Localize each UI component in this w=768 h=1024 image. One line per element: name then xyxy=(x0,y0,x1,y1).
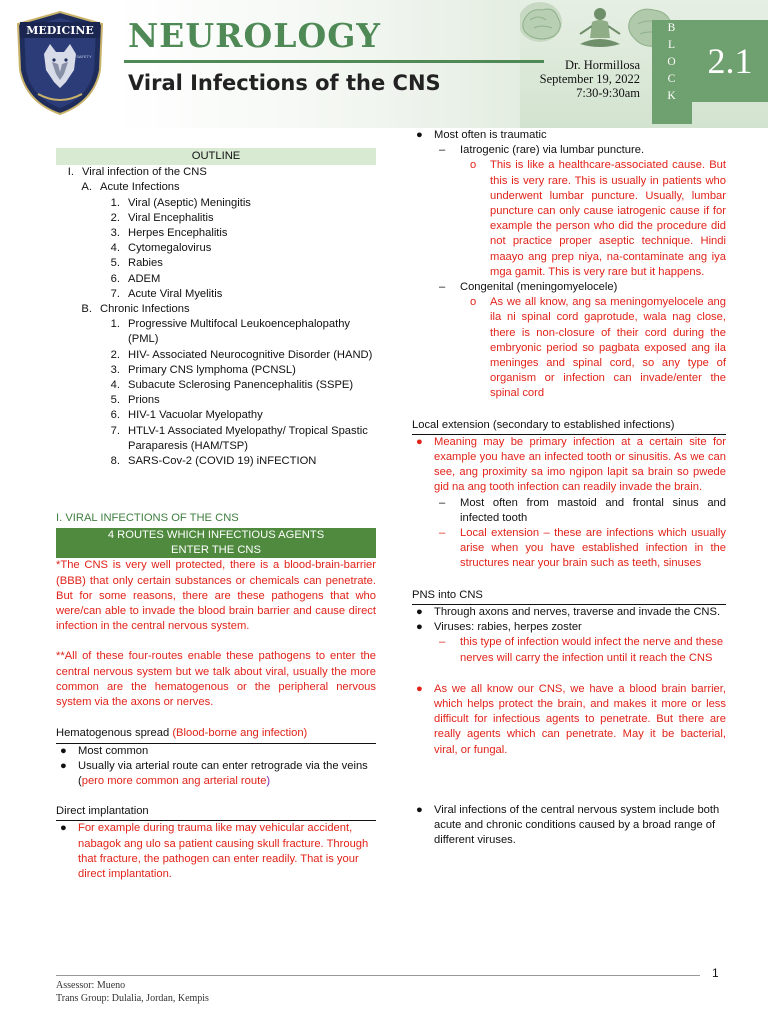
dash-text: Most often from mastoid and frontal sinus and infected tooth xyxy=(460,496,726,524)
outline-number: 5. xyxy=(110,394,120,407)
bullet-item xyxy=(412,435,726,496)
block-label xyxy=(652,20,692,124)
outline-item xyxy=(56,165,376,180)
outline-text: Viral Encephalitis xyxy=(128,211,214,224)
bullet-text: Meaning may be primary infection at a certain site for example you have an infected tooth or sinusitis. As we can see, ang proximity sa imo ngipon lapit sa brain so pwede gid na ang tooth infection can readily invade the brain. xyxy=(434,435,726,494)
outline-item xyxy=(56,226,376,241)
bullet-text: Most often is traumatic xyxy=(434,129,547,141)
dash-text: Congenital (meningomyelocele) xyxy=(460,281,618,294)
trans-group: Trans Group: Dulalia, Jordan, Kempis xyxy=(56,993,209,1004)
outline-text: Progressive Multifocal Leukoencephalopathy (PML) xyxy=(128,318,351,346)
outline-item xyxy=(56,378,376,393)
bullet-item xyxy=(56,821,376,882)
dash-icon: – xyxy=(439,636,446,649)
bullet-icon: ● xyxy=(416,621,423,634)
bullet-paren: ) xyxy=(266,774,271,787)
block-letter: O xyxy=(667,56,677,68)
outline-text: Primary CNS lymphoma (PCNSL) xyxy=(128,363,296,376)
circle-bullet-icon: o xyxy=(470,159,477,172)
outline-item xyxy=(56,424,376,454)
outline-item xyxy=(56,408,376,423)
bullet-item xyxy=(56,744,376,759)
circle-item xyxy=(412,295,726,401)
outline-item xyxy=(56,256,376,271)
dash-item xyxy=(412,496,726,526)
bullet-icon: ● xyxy=(416,803,423,816)
outline-number: 3. xyxy=(110,227,120,240)
bullet-icon: ● xyxy=(60,744,67,757)
outline-list xyxy=(56,165,376,469)
outline-number: 6. xyxy=(110,272,120,285)
outline-text: ADEM xyxy=(128,272,161,285)
outline-text: Viral (Aseptic) Meningitis xyxy=(128,196,251,209)
outline-text: Acute Infections xyxy=(100,181,180,194)
dash-text: Iatrogenic (rare) via lumbar puncture. xyxy=(460,144,645,157)
bullet-icon: ● xyxy=(60,759,67,772)
outline-number: 6. xyxy=(110,409,120,422)
outline-text: Cytomegalovirus xyxy=(128,242,212,255)
routes-heading-line2: ENTER THE CNS xyxy=(171,544,261,557)
bullet-text: For example during trauma like may vehicular accident, nabagok ang ulo sa patient causing skull fracture. Through that fracture, the pathogen can enter readily. That is your direct implantation. xyxy=(78,822,369,880)
page-header xyxy=(0,0,768,128)
hematogenous-note: (Blood-borne ang infection) xyxy=(172,727,308,740)
outline-item xyxy=(56,317,376,347)
outline-text: HIV-1 Vacuolar Myelopathy xyxy=(128,409,263,422)
outline-item xyxy=(56,272,376,287)
lecture-info xyxy=(540,58,640,100)
circle-bullet-icon: o xyxy=(470,296,477,309)
bullet-text: Usually via arterial route can enter retrograde via the veins ( xyxy=(78,759,368,787)
outline-text: HIV- Associated Neurocognitive Disorder (HAND) xyxy=(128,348,373,361)
dash-text: this type of infection would infect the nerve and these nerves will carry the infection until it reach the CNS xyxy=(460,636,724,664)
outline-number: 2. xyxy=(110,348,120,361)
outline-item xyxy=(56,180,376,195)
right-column xyxy=(412,128,726,848)
page-subtitle: Viral Infections of the CNS xyxy=(128,71,441,95)
circle-text: This is like a healthcare-associated cause. But this is very rare. This is usually in patients who underwent lumbar puncture. Usually, lumbar puncture can only cause iatrogenic cause if for example the person who did the procedure did not practice proper aseptic technique. Hindi maayo ang prep niya, na-contaminate ang iya mga gamit. This is very rare but it happens. xyxy=(490,159,726,278)
outline-text: Chronic Infections xyxy=(100,303,190,316)
outline-text: Acute Viral Myelitis xyxy=(128,287,223,300)
page-title: NEUROLOGY xyxy=(128,16,381,55)
outline-text: HTLV-1 Associated Myelopathy/ Tropical Spastic Paraparesis (HAM/TSP) xyxy=(128,424,368,452)
bullet-icon: ● xyxy=(416,605,423,618)
meditation-figure-icon xyxy=(580,8,620,47)
bullet-text: Through axons and nerves, traverse and invade the CNS. xyxy=(434,605,721,618)
bbb-paragraph: *The CNS is very well protected, there is a blood-brain-barrier (BBB) that only certain substances or chemicals can penetrate. But for some reasons, there are these pathogens that who were/can able to invade the blood brain barrier and cause direct infection in the central nervous system. xyxy=(56,559,376,633)
outline-number: 7. xyxy=(110,287,120,300)
outline-item xyxy=(56,287,376,302)
left-column xyxy=(56,148,376,882)
routes-paragraph: **All of these four-routes enable these pathogens to enter the central nervous system but we talk about viral, usually the more common are the hematogenous or the peripheral nervous system via the axons or nerves. xyxy=(56,650,376,709)
outline-number: B. xyxy=(81,303,92,316)
routes-heading-line1: 4 ROUTES WHICH INFECTIOUS AGENTS xyxy=(107,529,325,542)
block-letter: L xyxy=(667,39,677,51)
dash-item xyxy=(412,635,726,665)
outline-number: 3. xyxy=(110,363,120,376)
bullet-item xyxy=(412,682,726,758)
outline-item xyxy=(56,211,376,226)
circle-text: As we all know, ang sa meningomyelocele ang ila ni spinal cord gaprotude, wala nag close, there is non-closure of their cord during the embryonic period so pagbata exposed ang ila meninges and spinal cord, so any type of organism or infection can invade/enter the spinal cord xyxy=(490,296,726,400)
outline-text: SARS-Cov-2 (COVID 19) iNFECTION xyxy=(128,455,317,468)
outline-text: Subacute Sclerosing Panencephalitis (SSPE) xyxy=(128,379,354,392)
section-heading: I. VIRAL INFECTIONS OF THE CNS xyxy=(56,512,239,525)
bullet-item xyxy=(412,605,726,620)
outline-item xyxy=(56,302,376,317)
outline-text: Herpes Encephalitis xyxy=(128,227,228,240)
dash-item xyxy=(412,143,726,158)
outline-item xyxy=(56,196,376,211)
hematogenous-title: Hematogenous spread xyxy=(56,727,173,740)
circle-item xyxy=(412,158,726,280)
outline-number: 1. xyxy=(110,318,120,331)
outline-number: 1. xyxy=(110,196,120,209)
outline-item xyxy=(56,363,376,378)
assessor: Assessor: Mueno xyxy=(56,980,126,991)
logo-small-text: SAFETY xyxy=(76,54,92,59)
outline-item xyxy=(56,393,376,408)
dash-icon: – xyxy=(439,496,446,509)
footer-divider xyxy=(56,975,700,976)
dash-icon: – xyxy=(439,281,446,294)
bullet-text: Viruses: rabies, herpes zoster xyxy=(434,621,582,634)
page-footer xyxy=(56,979,209,1005)
outline-text: Prions xyxy=(128,394,160,407)
block-number: 2.1 xyxy=(692,20,768,102)
outline-number: 4. xyxy=(110,379,120,392)
hematogenous-heading xyxy=(56,726,376,743)
bullet-icon: ● xyxy=(416,682,423,695)
direct-implantation-heading: Direct implantation xyxy=(56,804,376,821)
outline-text: Viral infection of the CNS xyxy=(82,166,207,179)
outline-text: Rabies xyxy=(128,257,163,270)
dash-icon: – xyxy=(439,527,446,540)
outline-number: I. xyxy=(67,166,74,179)
bullet-item xyxy=(412,128,726,143)
bullet-text: Viral infections of the central nervous system include both acute and chronic conditions caused by a broad range of different viruses. xyxy=(434,803,720,847)
bullet-item xyxy=(56,759,376,789)
outline-number: 7. xyxy=(110,424,120,437)
outline-item xyxy=(56,241,376,256)
outline-number: 5. xyxy=(110,257,120,270)
outline-item xyxy=(56,454,376,469)
block-letter: K xyxy=(667,90,677,102)
bullet-item xyxy=(412,620,726,635)
block-letter: B xyxy=(667,22,677,34)
outline-number: 4. xyxy=(110,242,120,255)
bullet-icon: ● xyxy=(416,129,423,141)
bullet-icon: ● xyxy=(60,822,67,835)
outline-number: 2. xyxy=(110,211,120,224)
bullet-note: pero more common ang arterial route xyxy=(81,774,267,787)
local-extension-heading: Local extension (secondary to established infections) xyxy=(412,418,726,435)
outline-heading: OUTLINE xyxy=(56,148,376,165)
dash-text: Local extension – these are infections which usually arise when you have established infection in the structures near your brain such as teeth, sinuses xyxy=(460,527,726,570)
page-number: 1 xyxy=(712,966,719,980)
title-underline xyxy=(124,60,544,63)
dash-item xyxy=(412,526,726,572)
medicine-shield-logo xyxy=(14,10,106,116)
dash-item xyxy=(412,280,726,295)
outline-item xyxy=(56,348,376,363)
pns-heading: PNS into CNS xyxy=(412,588,726,605)
bullet-icon: ● xyxy=(416,435,423,448)
bullet-text: As we all know our CNS, we have a blood brain barrier, which helps protect the brain, and makes it more or less difficult for infectious agents to penetrate. But there are really agents which can penetrate. May it be bacterial, viral, or fungal. xyxy=(434,682,726,756)
dash-icon: – xyxy=(439,144,446,157)
lecture-date: September 19, 2022 xyxy=(539,72,640,86)
routes-heading-box xyxy=(56,528,376,558)
logo-text: MEDICINE xyxy=(26,24,94,37)
doctor-name: Dr. Hormillosa xyxy=(565,58,640,72)
bullet-item xyxy=(412,803,726,849)
bullet-text: Most common xyxy=(78,744,149,757)
outline-number: A. xyxy=(81,181,92,194)
outline-number: 8. xyxy=(110,455,120,468)
block-letter: C xyxy=(667,73,677,85)
lecture-time: 7:30-9:30am xyxy=(576,86,640,100)
